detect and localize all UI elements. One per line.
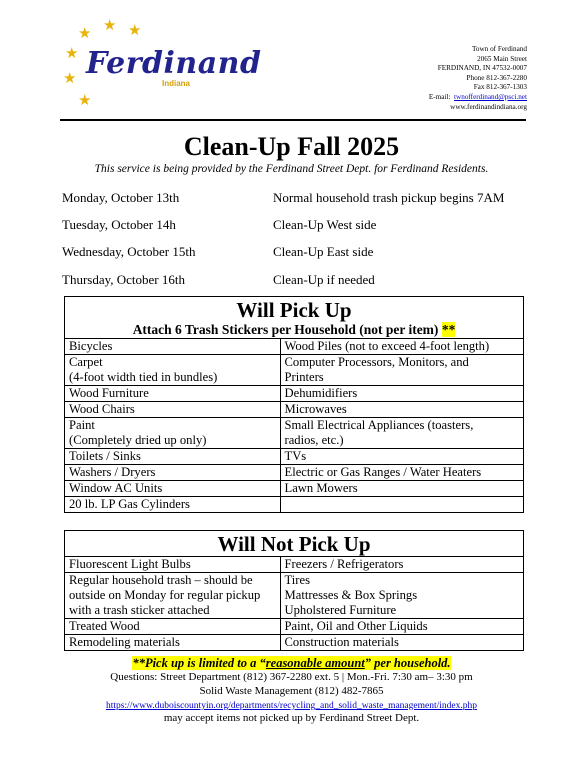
schedule-day: Thursday, October 16th <box>62 272 185 287</box>
star-icon: ★ <box>103 18 117 34</box>
table-row <box>65 449 524 465</box>
pickup-item: Wood Piles (not to exceed 4-foot length) <box>280 339 523 355</box>
star-icon: ★ <box>78 93 92 109</box>
limit-note-highlight: **Pick up is limited to a “reasonable amount” per household. <box>132 656 451 670</box>
schedule-desc: Clean-Up if needed <box>273 272 375 287</box>
email-label: E-mail: <box>428 92 451 101</box>
table-row <box>65 418 524 449</box>
pickup-item: Washers / Dryers <box>65 465 281 481</box>
no-pickup-item: Treated Wood <box>65 619 281 635</box>
pickup-item: Computer Processors, Monitors, and Printers <box>280 355 523 386</box>
pickup-item: Toilets / Sinks <box>65 449 281 465</box>
table-row <box>65 355 524 386</box>
solid-waste-url-line <box>0 699 583 711</box>
pickup-item: Paint (Completely dried up only) <box>65 418 281 449</box>
solid-waste-link[interactable]: https://www.duboiscountyin.org/departments/recycling_and_solid_waste_management/index.php <box>106 701 477 711</box>
sticker-note-mark: ** <box>441 322 456 337</box>
pickup-item: Bicycles <box>65 339 281 355</box>
website-line[interactable]: www.ferdinandindiana.org <box>450 102 527 111</box>
schedule-day: Monday, October 13th <box>62 190 180 205</box>
no-pickup-item: Regular household trash – should be outside on Monday for regular pickup with a trash sticker attached <box>65 573 281 619</box>
pickup-item: Electric or Gas Ranges / Water Heaters <box>280 465 523 481</box>
star-icon: ★ <box>78 26 92 42</box>
no-pickup-item: Construction materials <box>280 635 523 651</box>
table-row <box>65 481 524 497</box>
table-row <box>65 573 524 619</box>
questions-line: Questions: Street Department (812) 367-2280 ext. 5 | Mon.-Fri. 7:30 am– 3:30 pm <box>110 671 473 683</box>
logo-wordmark: Ferdinand <box>86 46 262 81</box>
will-not-pick-up-table <box>64 530 524 651</box>
schedule-desc: Normal household trash pickup begins 7AM <box>273 190 505 205</box>
schedule-day: Tuesday, October 14h <box>62 217 176 232</box>
no-pickup-item: Fluorescent Light Bulbs <box>65 557 281 573</box>
email-line <box>429 93 527 103</box>
schedule-desc: Clean-Up East side <box>273 244 374 259</box>
page-title: Clean-Up Fall 2025 <box>183 132 400 161</box>
table-row <box>65 619 524 635</box>
pickup-item: Dehumidifiers <box>280 386 523 402</box>
pickup-item: 20 lb. LP Gas Cylinders <box>65 497 281 513</box>
table-row <box>65 339 524 355</box>
address-line: Phone 812-367-2280 <box>466 73 527 82</box>
schedule-day: Wednesday, October 15th <box>62 244 196 259</box>
logo-subtitle: Indiana <box>162 79 191 88</box>
footer-note: may accept items not picked up by Ferdinand Street Dept. <box>163 712 420 724</box>
solid-waste-line: Solid Waste Management (812) 482-7865 <box>199 685 384 697</box>
pickup-item <box>280 497 523 513</box>
pickup-item: Wood Chairs <box>65 402 281 418</box>
table-row <box>65 557 524 573</box>
table-row <box>65 635 524 651</box>
pickup-item: Window AC Units <box>65 481 281 497</box>
star-icon: ★ <box>128 23 142 39</box>
schedule-desc: Clean-Up West side <box>273 217 377 232</box>
table-row <box>65 497 524 513</box>
will-pick-up-title: Will Pick Up <box>236 298 352 322</box>
table-row <box>65 386 524 402</box>
limit-note <box>0 656 583 671</box>
address-line: FERDINAND, IN 47532-0007 <box>437 64 527 73</box>
pickup-item: Small Electrical Appliances (toasters, radios, etc.) <box>280 418 523 449</box>
no-pickup-item: Paint, Oil and Other Liquids <box>280 619 523 635</box>
no-pickup-item: Freezers / Refrigerators <box>280 557 523 573</box>
email-link[interactable]: twnofferdinand@psci.net <box>454 92 527 101</box>
pickup-item: Wood Furniture <box>65 386 281 402</box>
will-pick-up-table <box>64 296 524 513</box>
table-row <box>65 465 524 481</box>
header-divider <box>60 119 526 121</box>
address-block <box>429 45 527 112</box>
page-subtitle: This service is being provided by the Ferdinand Street Dept. for Ferdinand Residents. <box>94 163 489 175</box>
pickup-item: Microwaves <box>280 402 523 418</box>
pickup-item: TVs <box>280 449 523 465</box>
sticker-note <box>65 322 523 338</box>
pickup-item: Lawn Mowers <box>280 481 523 497</box>
table-row <box>65 402 524 418</box>
star-icon: ★ <box>63 71 77 87</box>
address-line: Fax 812-367-1303 <box>473 83 527 92</box>
will-not-pick-up-heading: Will Not Pick Up <box>65 531 524 557</box>
will-pick-up-heading <box>65 297 524 339</box>
address-line: Town of Ferdinand <box>472 45 527 53</box>
address-line: 2065 Main Street <box>477 54 527 63</box>
pickup-item: Carpet (4-foot width tied in bundles) <box>65 355 281 386</box>
no-pickup-item: Remodeling materials <box>65 635 281 651</box>
no-pickup-item: Tires Mattresses & Box Springs Upholstered Furniture <box>280 573 523 619</box>
sticker-note-text: Attach 6 Trash Stickers per Household (not per item) <box>132 322 439 337</box>
star-icon: ★ <box>65 46 79 62</box>
